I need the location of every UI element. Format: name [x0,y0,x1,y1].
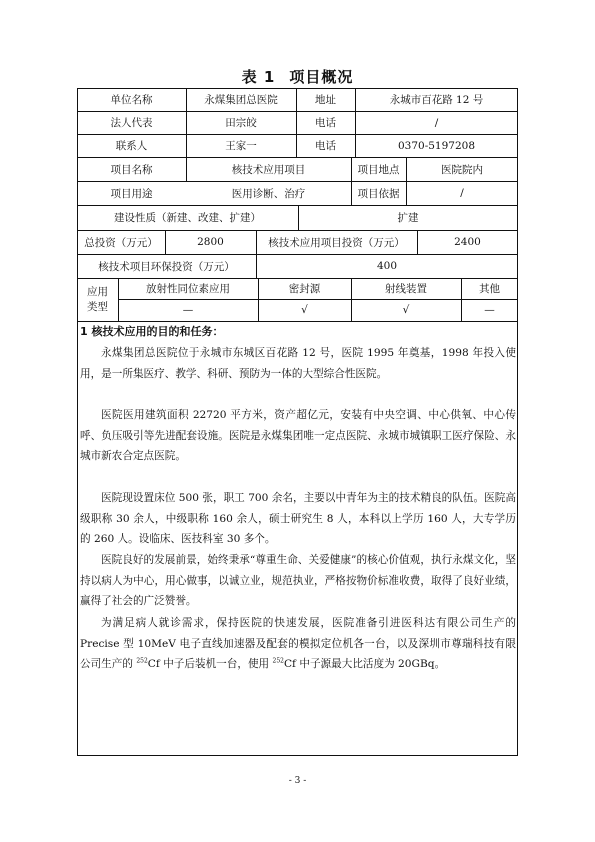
env-investment-value: 400 [376,260,398,272]
plan-text-3: Cf 中子源最大比活度为 20GBq。 [283,658,446,670]
paragraph-staff: 医院现设置床位 500 张，职工 700 余名，主要以中青年为主的技术精良的队伍。医院高级职称 30 余人，中级职称 160 余人，硕士研究生 8 人，本科以上学历 160 人，大专学历的 260 人。设临床、医技科室 30 多个。 [80,492,516,545]
app-type-label-line1: 应用 [87,285,108,298]
app-header-ray-device: 射线装置 [385,283,427,295]
phone-label: 电话 [315,117,336,129]
section-heading: 1 核技术应用的目的和任务： [80,325,224,338]
contact-phone-value: 0370-5197208 [397,139,476,152]
isotope-mass-number-2: 252 [272,657,284,665]
contact-label: 联系人 [115,140,148,152]
legal-rep-label: 法人代表 [110,117,153,129]
project-purpose-label: 项目用途 [110,187,153,200]
project-basis-label: 项目依据 [357,187,400,200]
plan-text-2: Cf 中子后装机一台，使用 [147,658,273,670]
paragraph-hospital-intro: 永煤集团总医院位于永城市东城区百花路 12 号，医院 1995 年奠基，1998 年投入使用，是一所集医疗、教学、科研、预防为一体的大型综合性医院。 [80,347,516,380]
table-title [0,66,595,87]
app-header-isotope: 放射性同位素应用 [146,283,230,295]
app-value-sealed-source: √ [301,304,308,316]
construction-nature-label: 建设性质（新建、改建、扩建） [114,212,261,224]
app-type-label [77,278,118,321]
unit-name-label: 单位名称 [110,94,153,106]
app-value-other: — [484,304,495,316]
contact-phone-label: 电话 [315,140,336,152]
contact-value: 王家一 [225,140,257,152]
legal-rep-value: 田宗皎 [225,117,257,129]
project-name-value: 核技术应用项目 [231,163,306,176]
paragraph-facilities: 医院医用建筑面积 22720 平方米，资产超亿元，安装有中央空调、中心供氧、中心传呼、负压吸引等先进配套设施。医院是永煤集团唯一定点医院、永城市城镇职工医疗保险、永城市新农合定点医院。 [80,409,516,462]
app-header-sealed-source: 密封源 [288,283,321,295]
address-value: 永城市百花路 12 号 [389,94,484,106]
project-location-label: 项目地点 [357,163,400,176]
isotope-mass-number-1: 252 [136,657,148,665]
construction-nature-value: 扩建 [397,212,419,224]
paragraph-project-plan [80,613,516,675]
row-line [77,321,518,322]
project-location-value: 医院院内 [441,163,483,176]
unit-name-value: 永煤集团总医院 [204,94,278,106]
project-purpose-value: 医用诊断、治疗 [231,187,306,200]
nuclear-investment-value: 2400 [454,236,481,248]
phone-value: / [434,116,439,129]
address-label: 地址 [315,94,336,106]
app-header-other: 其他 [479,283,500,295]
project-basis-value: / [460,187,464,199]
app-value-isotope: — [182,304,194,316]
total-investment-label: 总投资（万元） [84,236,158,249]
page-number: - 3 - [288,776,307,786]
nuclear-investment-label: 核技术应用项目投资（万元） [268,236,405,249]
table-number: 表 1 [241,68,276,86]
env-investment-label: 核技术项目环保投资（万元） [98,260,235,273]
app-type-label-line2: 类型 [87,300,108,313]
project-name-label: 项目名称 [110,163,153,176]
table-caption: 项目概况 [289,68,354,86]
total-investment-value: 2800 [197,236,224,248]
paragraph-values: 医院良好的发展前景，始终秉承“尊重生命、关爱健康”的核心价值观，执行永煤文化，坚持以病人为中心，用心做事，以诚立业，规范执业，严格按物价标准收费，取得了良好业绩，赢得了社会的广泛赞誉。 [80,554,516,607]
plan-text-1: 为满足病人就诊需求，保持医院的快速发展，医院准备引进医科达有限公司生产的 Precise 型 10MeV 电子直线加速器及配套的模拟定位机各一台，以及深圳市尊瑞科技有限公司生产的 [80,617,516,670]
app-value-ray-device: √ [402,304,410,316]
